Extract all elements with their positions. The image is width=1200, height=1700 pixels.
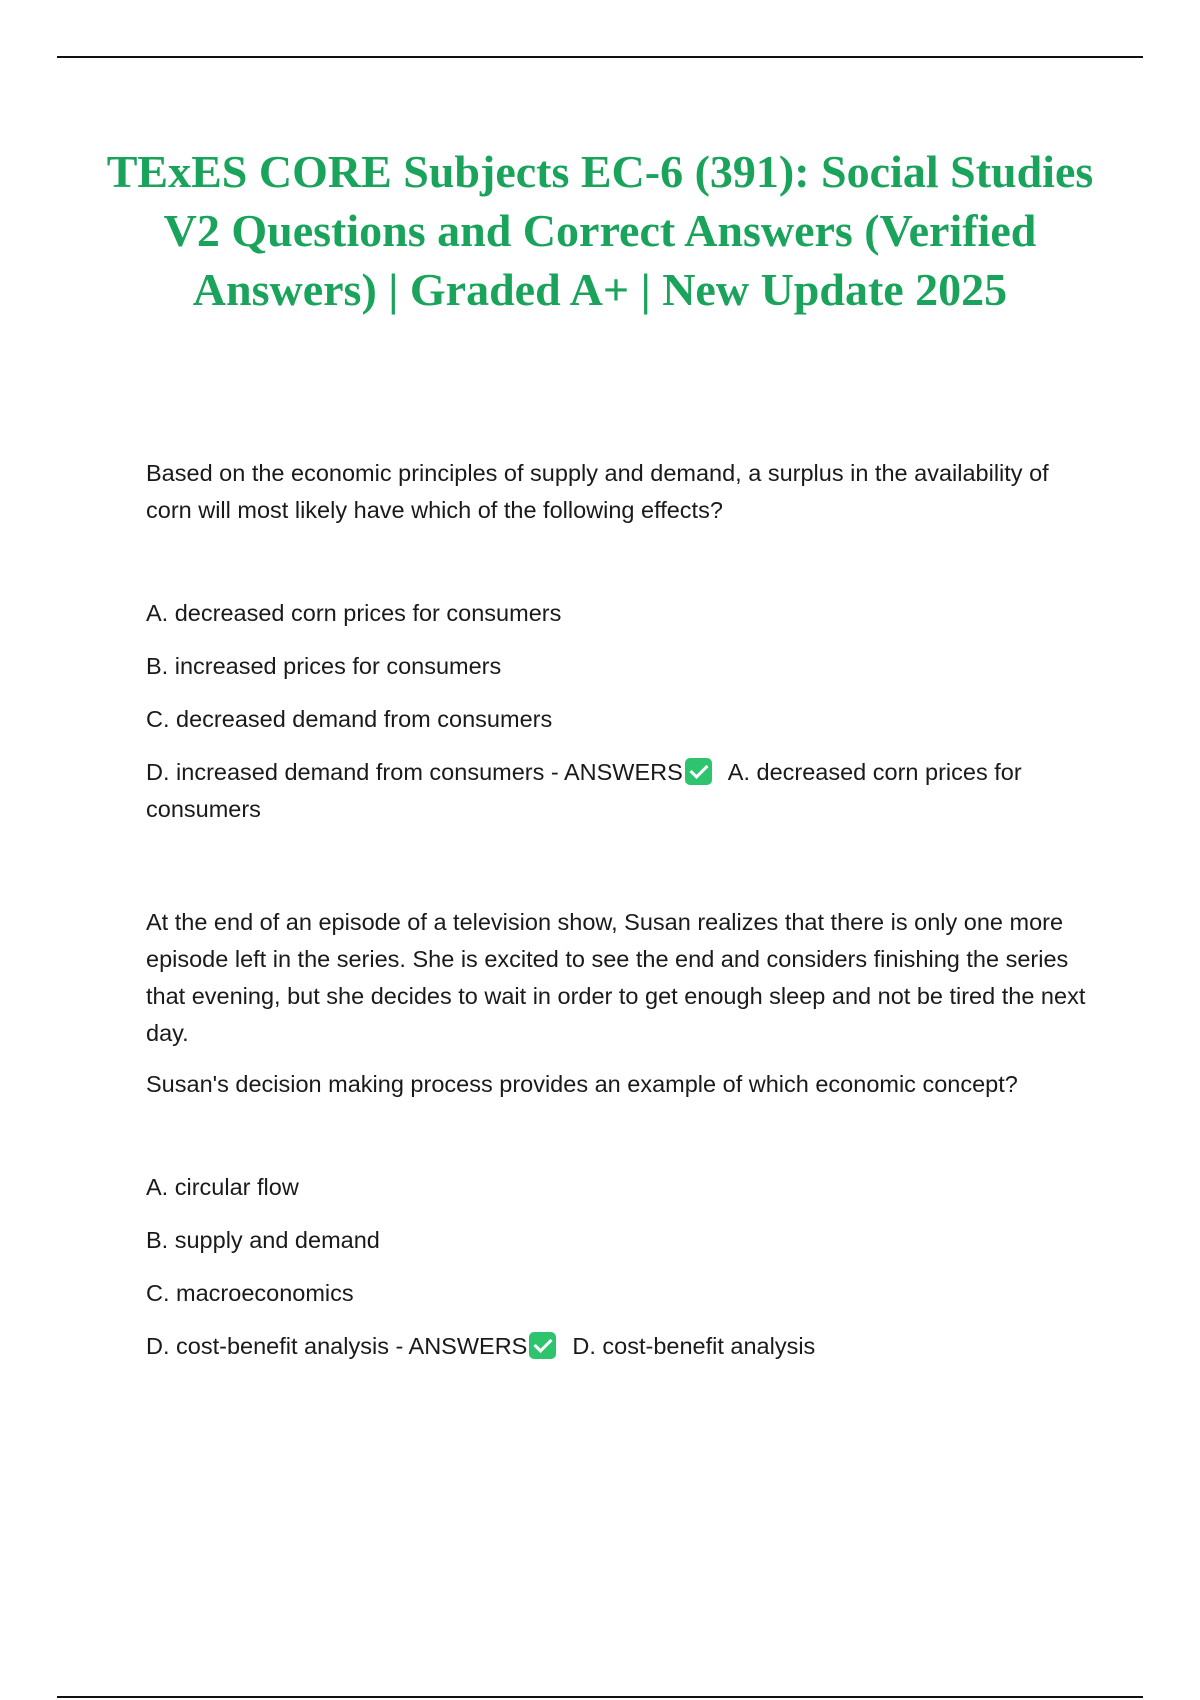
- option-d: D. cost-benefit analysis - ANSWERS: [146, 1333, 528, 1359]
- question-text: Susan's decision making process provides an example of which economic concept?: [146, 1071, 1018, 1097]
- bottom-rule: [57, 1696, 1143, 1698]
- question-block-1: [146, 455, 1096, 828]
- correct-answer: D. cost-benefit analysis: [572, 1333, 816, 1359]
- question-block-2: [146, 904, 1096, 1365]
- option-b: B. increased prices for consumers: [146, 653, 502, 679]
- questions-container: [146, 455, 1096, 1381]
- document-title: TExES CORE Subjects EC-6 (391): Social Studies V2 Questions and Correct Answers (Verified Answers) | Graded A+ | New Update 2025: [106, 146, 1094, 315]
- option-b: B. supply and demand: [146, 1227, 380, 1253]
- option-d-with-answer: [146, 1328, 1096, 1365]
- option-c: C. macroeconomics: [146, 1280, 354, 1306]
- correct-answer: A. decreased corn prices for consumers: [146, 759, 1022, 822]
- option-a: A. circular flow: [146, 1174, 299, 1200]
- question-scenario: At the end of an episode of a television show, Susan realizes that there is only one more episode left in the series. She is excited to see the end and considers finishing the series that evening, but she decides to wait in order to get enough sleep and not be tired the next day.: [146, 909, 1086, 1046]
- check-icon: [685, 758, 712, 785]
- top-rule: [57, 56, 1143, 58]
- check-icon: [529, 1332, 556, 1359]
- answer-options: [146, 1169, 1096, 1365]
- option-d-with-answer: [146, 754, 1096, 828]
- option-d: D. increased demand from consumers - ANSWERS: [146, 759, 683, 785]
- option-c: C. decreased demand from consumers: [146, 706, 553, 732]
- question-text: Based on the economic principles of supply and demand, a surplus in the availability of corn will most likely have which of the following effects?: [146, 460, 1049, 523]
- option-a: A. decreased corn prices for consumers: [146, 600, 562, 626]
- answer-options: [146, 595, 1096, 828]
